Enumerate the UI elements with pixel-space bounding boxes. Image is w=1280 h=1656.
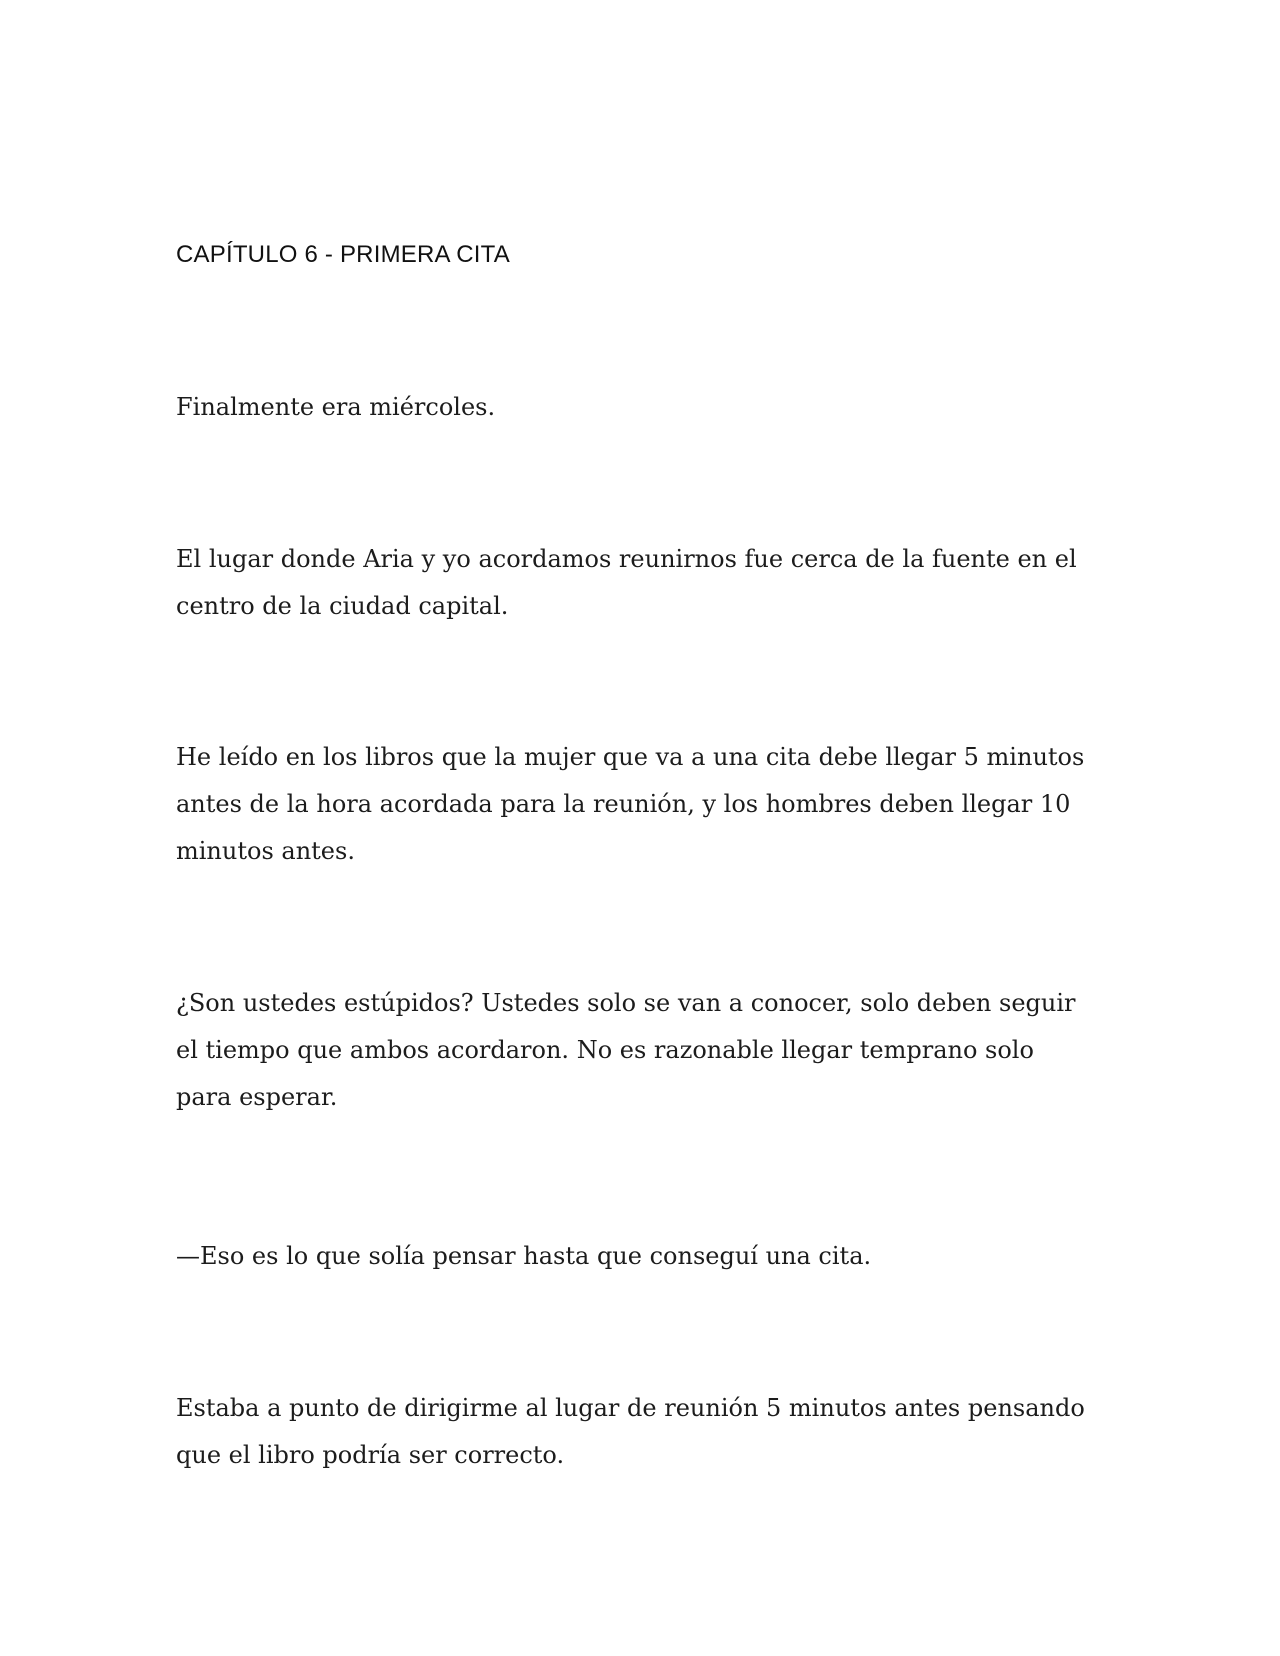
paragraph-2: El lugar donde Aria y yo acordamos reunirnos fue cerca de la fuente en el centro de la ciudad capital. <box>176 545 1077 620</box>
paragraph-1: Finalmente era miércoles. <box>176 393 496 421</box>
paragraph-4: ¿Son ustedes estúpidos? Ustedes solo se van a conocer, solo deben seguir el tiempo que ambos acordaron. No es razonable llegar temprano solo para esperar. <box>176 989 1076 1111</box>
chapter-title: CAPÍTULO 6 - PRIMERA CITA <box>176 241 510 268</box>
paragraph-3: He leído en los libros que la mujer que va a una cita debe llegar 5 minutos antes de la hora acordada para la reunión, y los hombres deben llegar 10 minutos antes. <box>176 743 1085 865</box>
paragraph-5: —Eso es lo que solía pensar hasta que conseguí una cita. <box>176 1242 872 1270</box>
paragraph-6: Estaba a punto de dirigirme al lugar de reunión 5 minutos antes pensando que el libro podría ser correcto. <box>176 1394 1085 1469</box>
